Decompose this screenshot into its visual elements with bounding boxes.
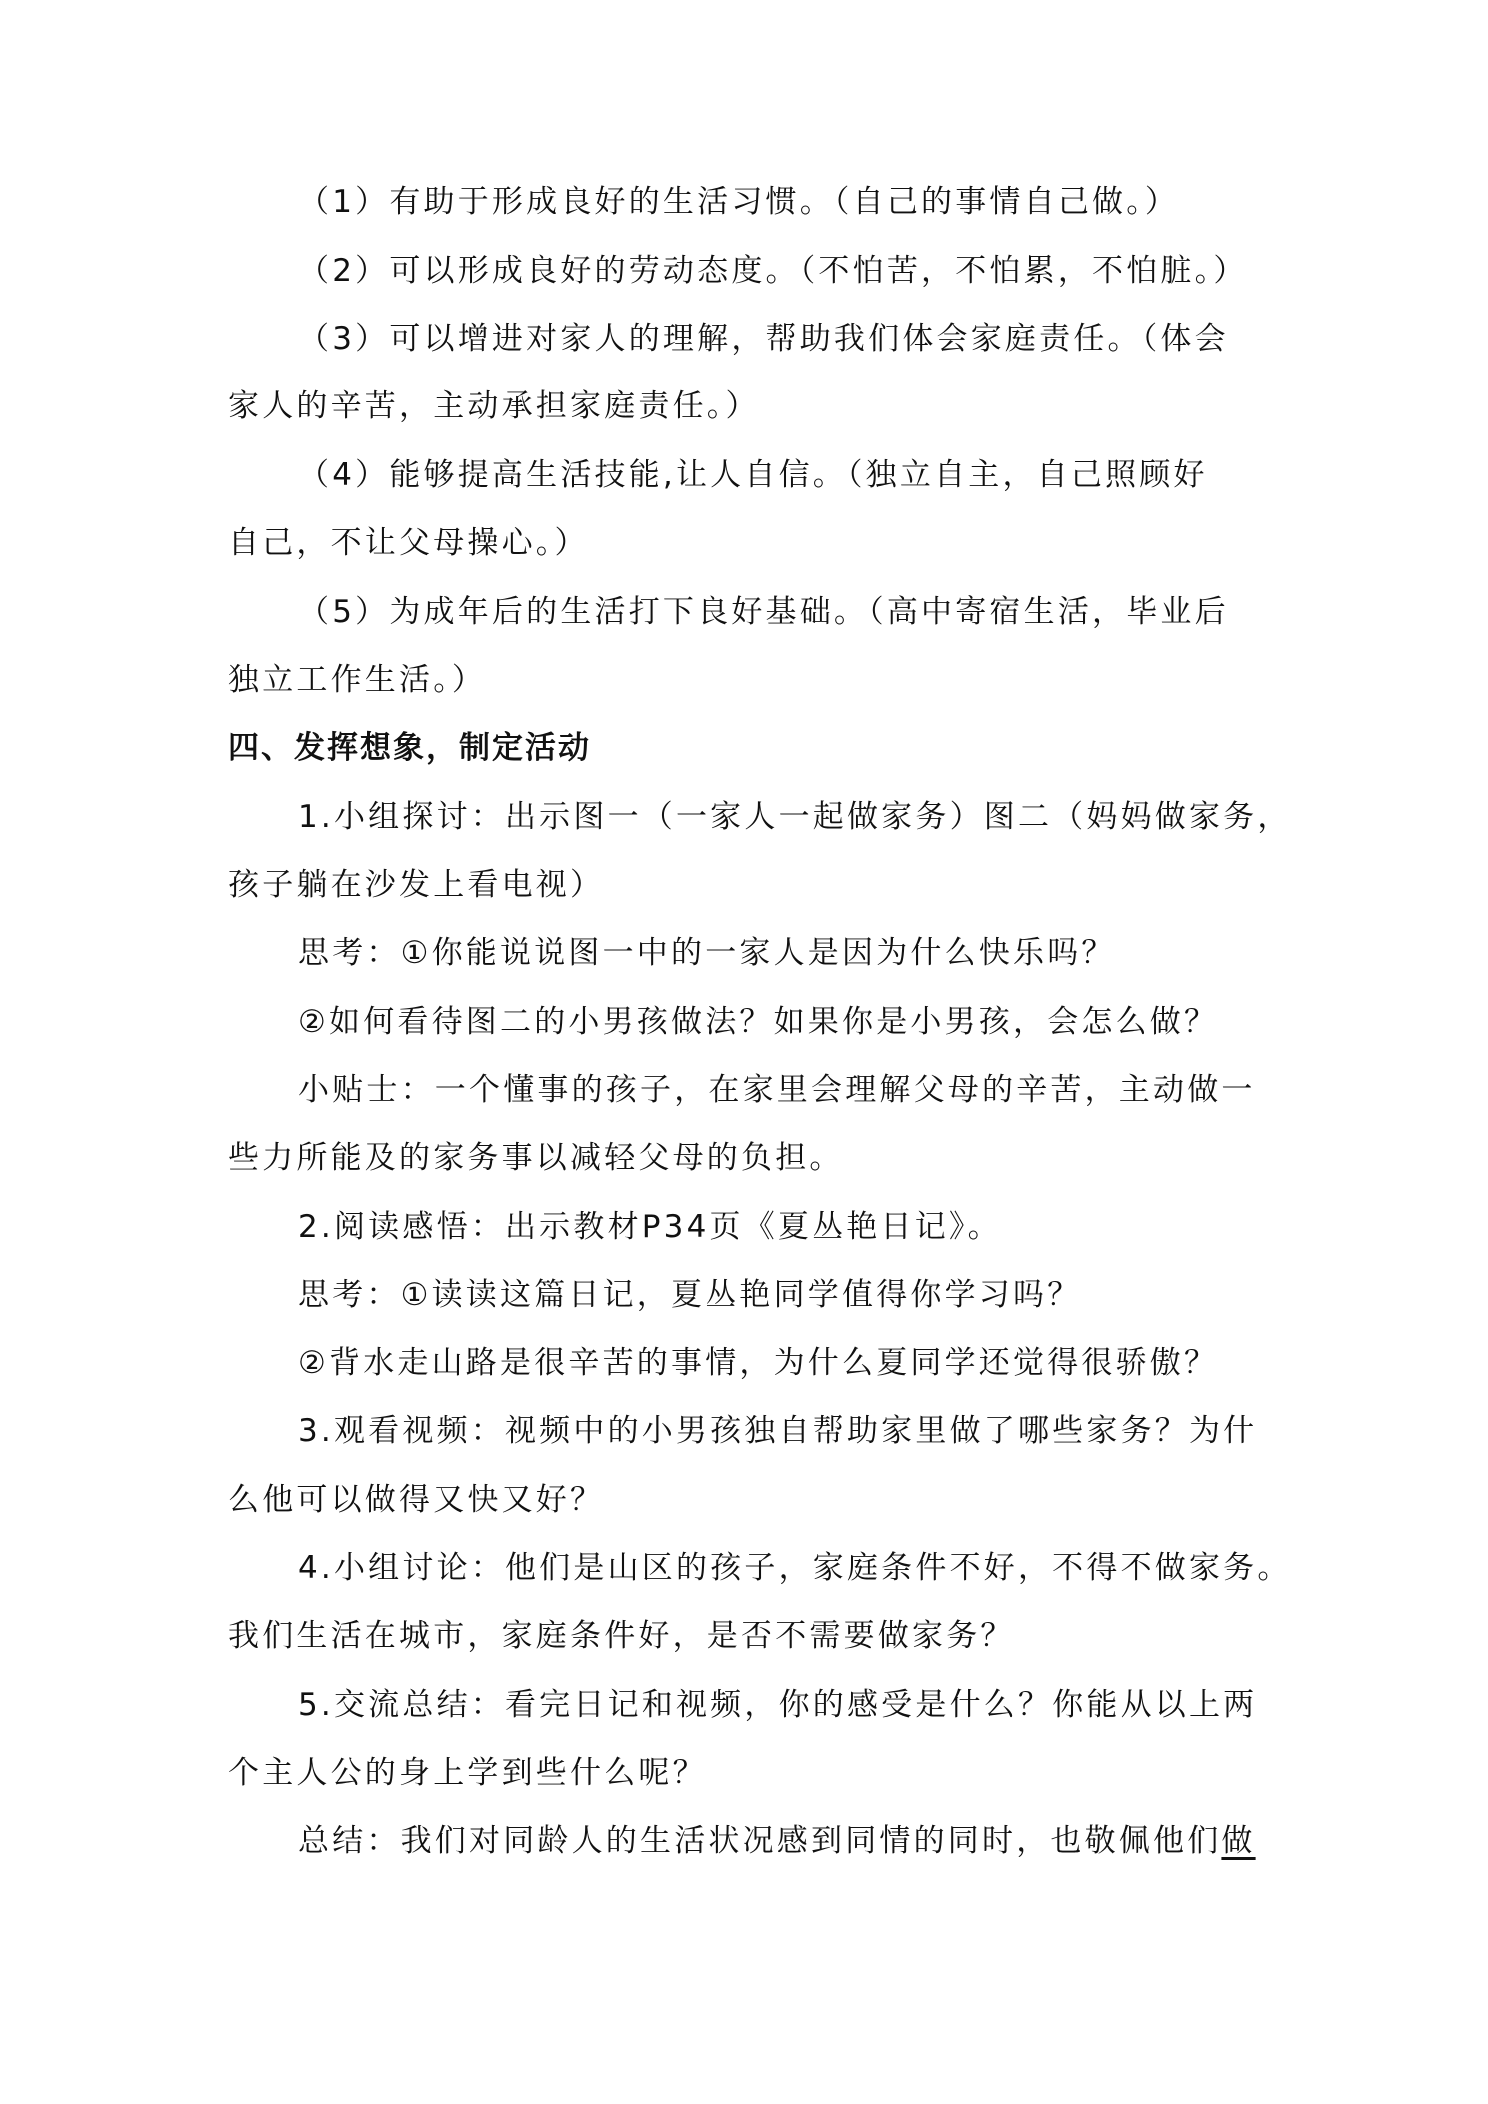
paragraph-line: 3.观看视频：视频中的小男孩独自帮助家里做了哪些家务？为什 xyxy=(298,1413,1258,1449)
paragraph-line: 孩子躺在沙发上看电视） xyxy=(228,867,605,903)
paragraph-line: （5）为成年后的生活打下良好基础。（高中寄宿生活，毕业后 xyxy=(298,594,1229,630)
underlined-word: 做 xyxy=(1221,1823,1256,1859)
paragraph-line: （4）能够提高生活技能,让人自信。（独立自主，自己照顾好 xyxy=(298,457,1208,493)
paragraph-line: （1）有助于形成良好的生活习惯。（自己的事情自己做。） xyxy=(298,184,1180,220)
paragraph-line: 独立工作生活。） xyxy=(228,662,487,698)
paragraph-line: 5.交流总结：看完日记和视频，你的感受是什么？你能从以上两 xyxy=(298,1687,1258,1723)
summary-line xyxy=(298,1821,1378,1861)
paragraph-line: 思考：①读读这篇日记，夏丛艳同学值得你学习吗？ xyxy=(298,1277,1082,1313)
paragraph-line: 小贴士：一个懂事的孩子，在家里会理解父母的辛苦，主动做一 xyxy=(298,1072,1256,1108)
paragraph-line: （2）可以形成良好的劳动态度。（不怕苦，不怕累，不怕脏。） xyxy=(298,253,1248,289)
paragraph-line: 家人的辛苦，主动承担家庭责任。） xyxy=(228,388,760,424)
paragraph-line: 2.阅读感悟：出示教材P34页《夏丛艳日记》。 xyxy=(298,1209,1002,1245)
section-heading: 四、发挥想象，制定活动 xyxy=(228,730,591,766)
paragraph-line: 个主人公的身上学到些什么呢？ xyxy=(228,1755,707,1791)
paragraph-line: 4.小组讨论：他们是山区的孩子，家庭条件不好，不得不做家务。 xyxy=(298,1550,1292,1586)
paragraph-line: 我们生活在城市，家庭条件好，是否不需要做家务？ xyxy=(228,1618,1015,1654)
paragraph-line: 1.小组探讨：出示图一（一家人一起做家务）图二（妈妈做家务， xyxy=(298,799,1292,835)
paragraph-line: 自己，不让父母操心。） xyxy=(228,525,589,561)
paragraph-line: ②如何看待图二的小男孩做法？如果你是小男孩，会怎么做？ xyxy=(298,1004,1219,1040)
paragraph-line: 思考：①你能说说图一中的一家人是因为什么快乐吗？ xyxy=(298,935,1116,971)
paragraph-line: ②背水走山路是很辛苦的事情，为什么夏同学还觉得很骄傲？ xyxy=(298,1345,1219,1381)
paragraph-line: 么他可以做得又快又好？ xyxy=(228,1482,605,1518)
summary-text: 总结：我们对同龄人的生活状况感到同情的同时，也敬佩他们 xyxy=(298,1823,1222,1859)
paragraph-line: 些力所能及的家务事以减轻父母的负担。 xyxy=(228,1140,844,1176)
paragraph-line: （3）可以增进对家人的理解，帮助我们体会家庭责任。（体会 xyxy=(298,321,1229,357)
